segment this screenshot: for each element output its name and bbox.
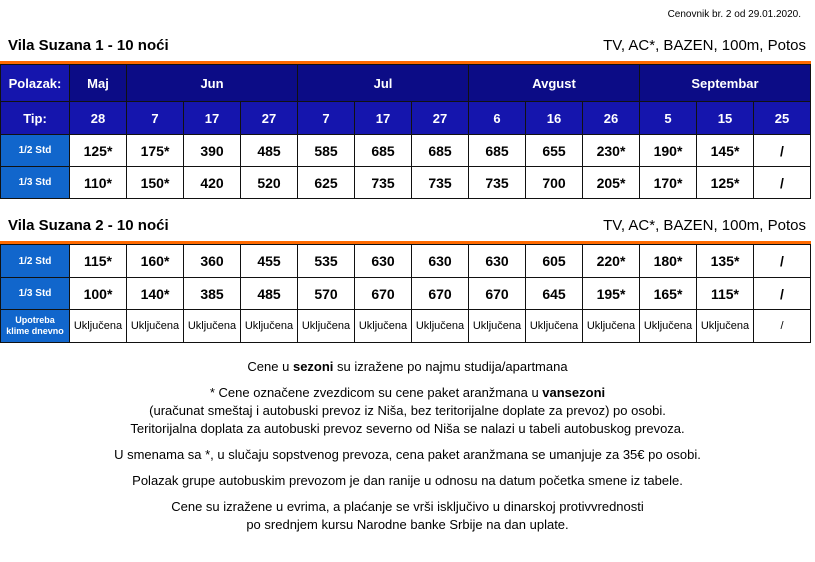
price-cell: / (754, 135, 811, 167)
ac-included-cell: Uključena (526, 310, 583, 343)
price-cell: / (754, 245, 811, 278)
price-cell: 625 (298, 167, 355, 199)
price-cell: 485 (241, 135, 298, 167)
villa-2-features: TV, AC*, BAZEN, 100m, Potos (603, 216, 806, 234)
price-cell: 670 (469, 278, 526, 310)
price-cell: 125* (697, 167, 754, 199)
price-cell: 175* (127, 135, 184, 167)
price-cell: 570 (298, 278, 355, 310)
note-territorial: Teritorijalna doplata za autobuski prevoz severno od Niša se nalazi u tabeli autobuskog prevoza. (130, 421, 685, 436)
price-cell: 630 (355, 245, 412, 278)
price-cell: 520 (241, 167, 298, 199)
price-cell: 115* (697, 278, 754, 310)
day-cell: 15 (697, 102, 754, 135)
day-cell: 27 (412, 102, 469, 135)
price-cell: 700 (526, 167, 583, 199)
price-cell: 100* (70, 278, 127, 310)
villa-1-features: TV, AC*, BAZEN, 100m, Potos (603, 36, 806, 54)
ac-included-cell: Uključena (697, 310, 754, 343)
price-cell: 670 (355, 278, 412, 310)
month-jul: Jul (298, 65, 469, 102)
room-type-label: 1/3 Std (1, 278, 70, 310)
ac-usage-row (1, 310, 811, 343)
month-avgust: Avgust (469, 65, 640, 102)
villa-2-heading (8, 214, 806, 236)
note-currency: Cene su izražene u evrima, a plaćanje se vrši isključivo u dinarskoj protivvrednosti (171, 499, 644, 514)
note-departure: Polazak grupe autobuskim prevozom je dan ranije u odnosu na datum početka smene iz tabele. (132, 473, 683, 488)
ac-included-cell: Uključena (412, 310, 469, 343)
price-table-villa-1 (0, 64, 811, 199)
ac-included-cell: Uključena (70, 310, 127, 343)
note-off-season: * Cene označene zvezdicom su cene paket aranžmana u vansezoni (209, 385, 606, 400)
day-cell: 7 (127, 102, 184, 135)
price-cell: 110* (70, 167, 127, 199)
month-maj: Maj (70, 65, 127, 102)
price-cell: 655 (526, 135, 583, 167)
price-cell: 670 (412, 278, 469, 310)
room-type-label: 1/2 Std (1, 135, 70, 167)
day-cell: 5 (640, 102, 697, 135)
price-cell: 535 (298, 245, 355, 278)
price-cell: 135* (697, 245, 754, 278)
villa-2-name: Vila Suzana 2 - 10 noći (8, 216, 169, 234)
ac-included-cell: Uključena (583, 310, 640, 343)
price-cell: 390 (184, 135, 241, 167)
departure-label: Polazak: (1, 65, 70, 102)
price-cell: 485 (241, 278, 298, 310)
note-included: (uračunat smeštaj i autobuski prevoz iz Niša, bez teritorijalne doplate za prevoz) po osobi. (149, 403, 666, 418)
ac-included-cell: Uključena (355, 310, 412, 343)
day-cell: 25 (754, 102, 811, 135)
ac-included-cell: Uključena (241, 310, 298, 343)
price-row (1, 245, 811, 278)
price-cell: 630 (469, 245, 526, 278)
ac-usage-label: Upotreba klime dnevno (1, 310, 70, 343)
price-cell: 360 (184, 245, 241, 278)
price-cell: 585 (298, 135, 355, 167)
price-cell: 205* (583, 167, 640, 199)
ac-included-cell: Uključena (640, 310, 697, 343)
price-notes (0, 358, 815, 534)
pricelist-number: Cenovnik br. 2 od 29.01.2020. (667, 9, 801, 20)
price-row (1, 135, 811, 167)
room-type-label: 1/2 Std (1, 245, 70, 278)
day-cell: 6 (469, 102, 526, 135)
price-table-villa-2 (0, 244, 811, 343)
price-cell: 420 (184, 167, 241, 199)
ac-included-cell: Uključena (298, 310, 355, 343)
note-exchange-rate: po srednjem kursu Narodne banke Srbije na dan uplate. (246, 517, 569, 532)
price-cell: 150* (127, 167, 184, 199)
day-cell: 16 (526, 102, 583, 135)
price-cell: 645 (526, 278, 583, 310)
price-cell: 630 (412, 245, 469, 278)
price-cell: 145* (697, 135, 754, 167)
price-cell: 170* (640, 167, 697, 199)
price-cell: 180* (640, 245, 697, 278)
villa-1-name: Vila Suzana 1 - 10 noći (8, 36, 169, 54)
type-row (1, 102, 811, 135)
villa-1-heading (8, 34, 806, 56)
day-cell: 27 (241, 102, 298, 135)
note-own-transport: U smenama sa *, u slučaju sopstvenog prevoza, cena paket aranžmana se umanjuje za 35€ po osobi. (114, 447, 701, 462)
price-cell: 685 (412, 135, 469, 167)
day-cell: 17 (184, 102, 241, 135)
room-type-label: 1/3 Std (1, 167, 70, 199)
ac-included-cell: Uključena (469, 310, 526, 343)
price-cell: 685 (355, 135, 412, 167)
price-cell: / (754, 278, 811, 310)
day-cell: 7 (298, 102, 355, 135)
price-cell: 195* (583, 278, 640, 310)
price-cell: / (754, 167, 811, 199)
price-cell: 160* (127, 245, 184, 278)
price-cell: 220* (583, 245, 640, 278)
ac-included-cell: Uključena (184, 310, 241, 343)
price-cell: 140* (127, 278, 184, 310)
ac-included-cell: Uključena (127, 310, 184, 343)
price-cell: 190* (640, 135, 697, 167)
ac-unavailable-cell: / (754, 310, 811, 343)
price-cell: 735 (412, 167, 469, 199)
price-cell: 385 (184, 278, 241, 310)
price-row (1, 167, 811, 199)
day-cell: 17 (355, 102, 412, 135)
price-row (1, 278, 811, 310)
price-cell: 605 (526, 245, 583, 278)
type-label: Tip: (1, 102, 70, 135)
price-cell: 115* (70, 245, 127, 278)
month-septembar: Septembar (640, 65, 811, 102)
month-jun: Jun (127, 65, 298, 102)
price-cell: 230* (583, 135, 640, 167)
price-cell: 455 (241, 245, 298, 278)
price-cell: 735 (355, 167, 412, 199)
day-cell: 28 (70, 102, 127, 135)
price-cell: 125* (70, 135, 127, 167)
price-cell: 685 (469, 135, 526, 167)
note-season: Cene u sezoni su izražene po najmu studija/apartmana (247, 359, 568, 374)
departure-row (1, 65, 811, 102)
price-cell: 165* (640, 278, 697, 310)
day-cell: 26 (583, 102, 640, 135)
price-cell: 735 (469, 167, 526, 199)
